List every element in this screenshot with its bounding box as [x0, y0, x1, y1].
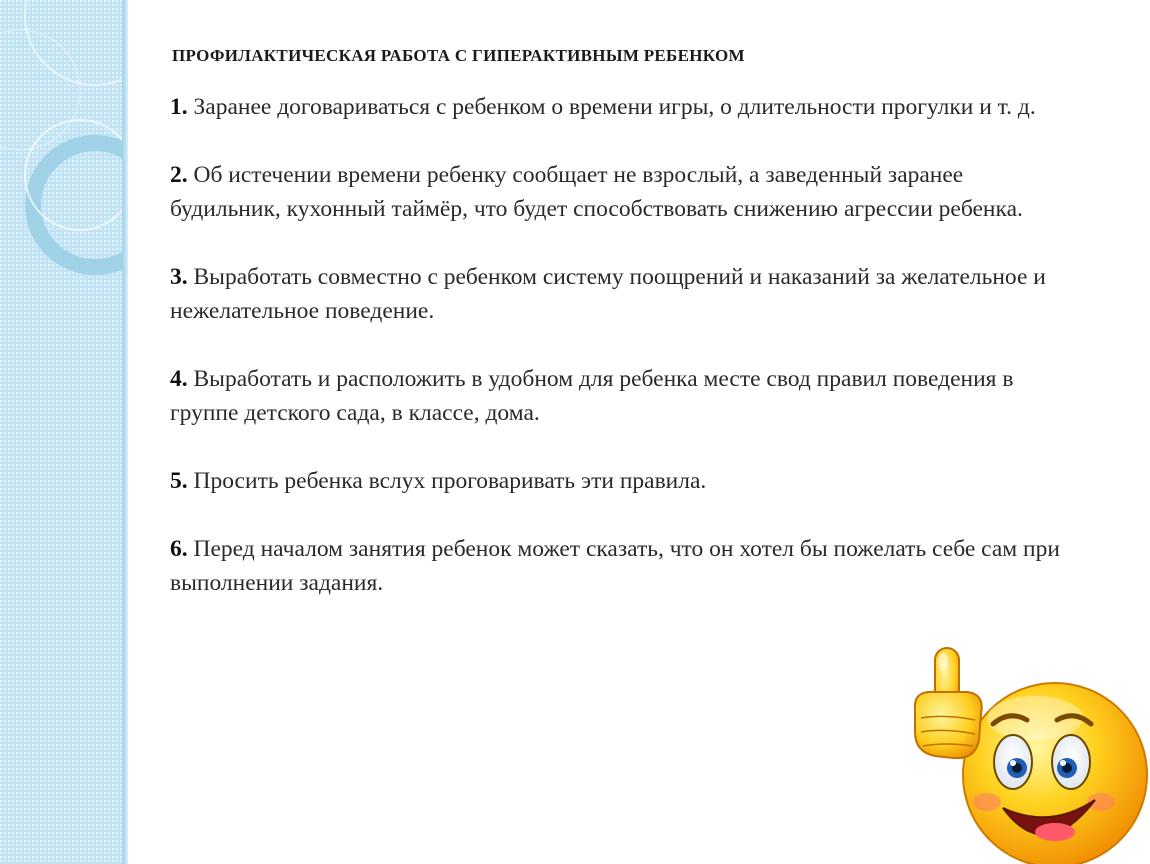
recommendation-list [170, 90, 1070, 634]
sidebar-edge [122, 0, 128, 864]
item-text: Об истечении времени ребенку сообщает не взрослый, а заведенный заранее будильник, кухонный таймёр, что будет способствовать снижению агрессии ребенка. [170, 162, 1023, 222]
item-text: Заранее договариваться с ребенком о времени игры, о длительности прогулки и т. д. [193, 94, 1036, 120]
list-item [170, 464, 1070, 498]
page-title: ПРОФИЛАКТИЧЕСКАЯ РАБОТА С ГИПЕРАКТИВНЫМ РЕБЕНКОМ [172, 46, 745, 65]
item-text: Выработать и расположить в удобном для ребенка месте свод правил поведения в группе детского сада, в классе, дома. [170, 366, 1014, 426]
list-item [170, 158, 1070, 226]
left-decorative-sidebar [0, 0, 128, 864]
list-item [170, 532, 1070, 600]
list-item [170, 260, 1070, 328]
list-item [170, 90, 1070, 124]
item-number: 6. [170, 536, 188, 562]
smiley-pointing-finger-icon [905, 640, 1150, 864]
item-number: 2. [170, 162, 188, 188]
list-item [170, 362, 1070, 430]
item-text: Просить ребенка вслух проговаривать эти правила. [193, 468, 707, 494]
item-text: Перед началом занятия ребенок может сказать, что он хотел бы пожелать себе сам при выполнении задания. [170, 536, 1060, 596]
item-number: 4. [170, 366, 188, 392]
item-text: Выработать совместно с ребенком систему поощрений и наказаний за желательное и нежелательное поведение. [170, 264, 1046, 324]
sidebar-circles-decoration [0, 0, 128, 864]
item-number: 5. [170, 468, 188, 494]
item-number: 1. [170, 94, 188, 120]
item-number: 3. [170, 264, 188, 290]
